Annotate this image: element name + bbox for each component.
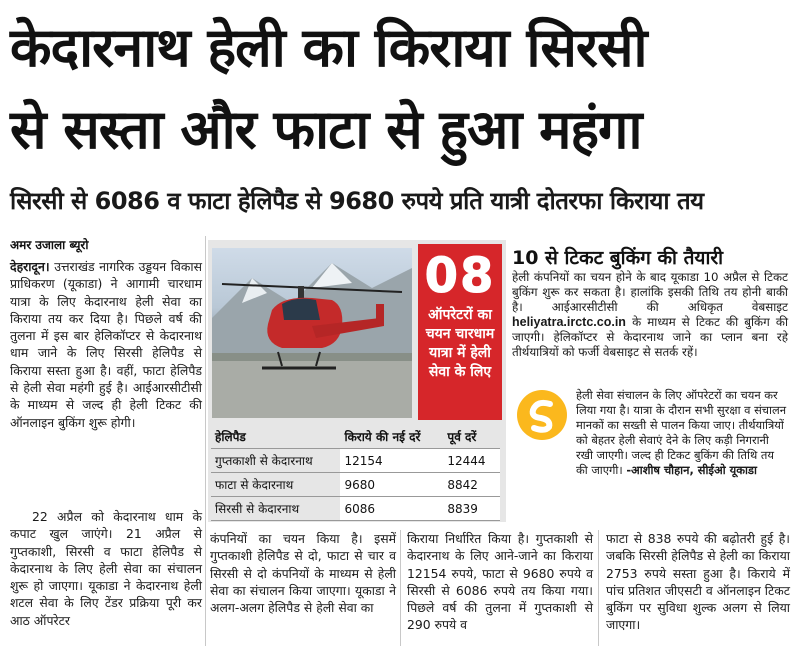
table-header: हेलिपैड [211, 425, 340, 449]
badge-caption: ऑपरेटरों का चयन चारधाम यात्रा में हेली सेवा के लिए [425, 307, 495, 380]
table-header: पूर्व दरें [443, 425, 500, 449]
table-header: किराये की नई दरें [340, 425, 443, 449]
logo-icon [517, 390, 567, 440]
ceo-quote [576, 388, 788, 478]
helicopter-icon [212, 248, 412, 418]
table-cell: 8842 [443, 473, 500, 497]
headline-line-2: से सस्ता और फाटा से हुआ महंगा [10, 98, 642, 161]
column-divider [400, 530, 401, 646]
quote-text: हेली सेवा संचालन के लिए ऑपरेटरों का चयन कर लिया गया है। यात्रा के दौरान सभी सुरक्षा व संचालन मानकों का सख्ती से पालन किया जाए। तीर्थयात्रियों को बेहतर हेली सेवाएं देने के लिए कड़ी निगरानी रखी जाएगी। जल्द ही टिकट बुकिंग की तिथि तय की जाएगी। [576, 388, 787, 477]
table-row [211, 497, 500, 521]
table-row [211, 449, 500, 473]
operators-badge [418, 244, 502, 420]
table-cell: 12444 [443, 449, 500, 473]
article-column-3: किराया निर्धारित किया है। गुप्तकाशी से केदारनाथ के लिए आने-जाने का किराया 12154 रुपये, फाटा से 9680 रुपये व सिरसी से 6086 रुपये तय किया गया। पिछले वर्ष की तुलना में गुप्तकाशी से 290 रुपये व [407, 531, 593, 633]
table-cell: 9680 [340, 473, 443, 497]
quote-author: -आशीष चौहान, सीईओ यूकाडा [626, 463, 757, 477]
table-cell: 6086 [340, 497, 443, 521]
table-cell: 12154 [340, 449, 443, 473]
table-cell: फाटा से केदारनाथ [211, 473, 340, 497]
helicopter-photo [212, 248, 412, 418]
table-cell: सिरसी से केदारनाथ [211, 497, 340, 521]
badge-number: 08 [424, 248, 496, 304]
article-column-1-para-2: 22 अप्रैल को केदारनाथ धाम के कपाट खुल जाएंगे। 21 अप्रैल से गुप्तकाशी, सिरसी व फाटा हेलिपैड से केदारनाथ के लिए हेली सेवा का संचालन शुरू हो जाएगा। यूकाडा ने केदारनाथ हेली शटल सेवा के लिए टेंडर प्रक्रिया पूरी कर आठ ऑपरेटर [10, 509, 202, 628]
fare-table [211, 425, 500, 521]
column-divider [205, 236, 206, 646]
byline: अमर उजाला ब्यूरो [10, 238, 89, 252]
sidebar-text-2: के माध्यम से टिकट की बुकिंग की जाएगी। हेलिकॉप्टर से केदारनाथ जाने का प्लान बना रहे तीर्थयात्रियों को फर्जी वेबसाइट से सतर्क रहें। [512, 315, 788, 359]
article-column-1 [10, 258, 202, 431]
column-divider [598, 530, 599, 646]
amar-ujala-logo [517, 390, 567, 440]
sidebar-text [512, 270, 788, 360]
article-column-4: फाटा से 838 रुपये की बढ़ोतरी हुई है। जबकि सिरसी हेलिपैड से हेली का किराया 2753 रुपये सस्ता हुआ है। किराये में पांच प्रतिशत जीएसटी व ऑनलाइन टिकट बुकिंग पर सुविधा शुल्क अलग से लिया जाएगा। [606, 531, 790, 633]
sidebar-title: 10 से टिकट बुकिंग की तैयारी [512, 247, 724, 269]
table-cell: गुप्तकाशी से केदारनाथ [211, 449, 340, 473]
headline-line-1: केदारनाथ हेली का किराया सिरसी [10, 16, 647, 79]
article-col1-text: उत्तराखंड नागरिक उड्डयन विकास प्राधिकरण (यूकाडा) ने आगामी चारधाम यात्रा के लिए केदारनाथ हेली सेवा का किराया तय कर दिया है। पिछले वर्ष की तुलना में इस बार हेलिकॉप्टर से केदारनाथ धाम जाने के लिए सिरसी हेलिपैड से किराया सस्ता हुआ है। वहीं, फाटा हेलिपैड से हेली सेवा महंगी हुई है। आईआरसीटीसी के माध्यम से जल्द ही हेली टिकट की ऑनलाइन बुकिंग शुरू होगी। [10, 259, 202, 430]
website-link[interactable]: heliyatra.irctc.co.in [512, 315, 626, 329]
article-column-2: कंपनियों का चयन किया है। इसमें गुप्तकाशी हेलिपैड से दो, फाटा से चार व सिरसी से दो कंपनियों के माध्यम से हेली सेवा का संचालन किया जाएगा। यूकाडा ने अलग-अलग हेलिपैड से हेली सेवा का [210, 531, 396, 616]
table-row [211, 473, 500, 497]
table-cell: 8839 [443, 497, 500, 521]
subheadline: सिरसी से 6086 व फाटा हेलिपैड से 9680 रुपये प्रति यात्री दोतरफा किराया तय [10, 187, 704, 215]
sidebar-text-1: हेली कंपनियों का चयन होने के बाद यूकाडा 10 अप्रैल से टिकट बुकिंग शुरू कर सकता है। हालांकि इसकी तिथि तय होनी बाकी है। आईआरसीटीसी की अधिकृत वेबसाइट [512, 270, 788, 314]
dateline: देहरादून। [10, 259, 50, 274]
